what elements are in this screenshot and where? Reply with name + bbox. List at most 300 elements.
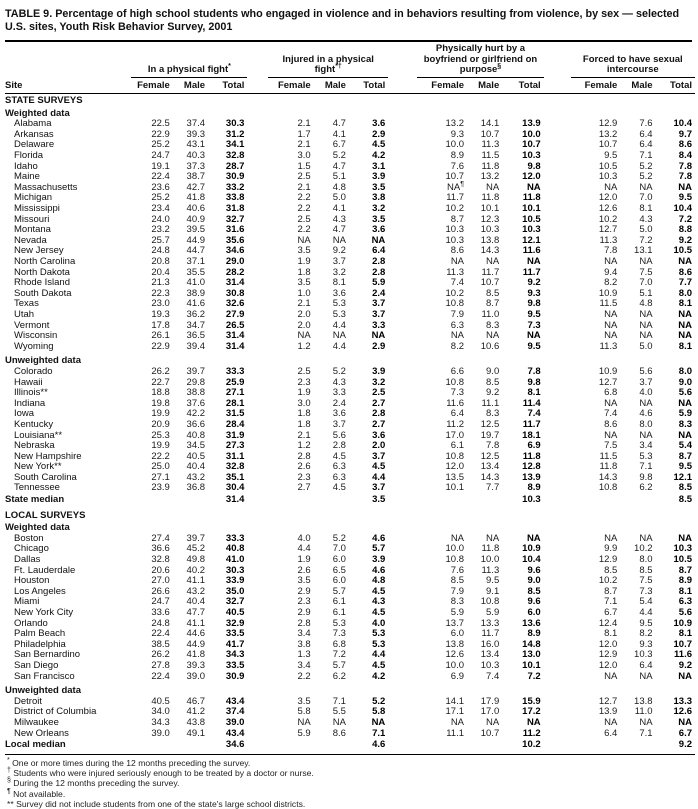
value-cell: 13.8 [445,638,465,650]
value-cell: 11.1 [481,397,500,409]
sub-row [5,682,695,697]
value-cell: 28.7 [225,160,245,172]
table-row [5,431,695,442]
value-cell: 7.8 [486,440,500,452]
value-cell: 5.7 [372,543,386,555]
value-cell: 18.8 [151,387,170,399]
site-label: Delaware [14,139,55,151]
table-row [5,140,695,151]
value-cell: 22.4 [151,670,170,682]
table-row [5,452,695,463]
value-cell: 6.7 [332,139,346,151]
value-cell: 7.0 [639,192,653,204]
value-cell: 3.2 [372,376,386,388]
value-cell: 41.1 [186,617,206,629]
value-cell: 2.1 [297,139,311,151]
site-label: Louisiana** [14,429,63,441]
value-cell: 34.3 [225,649,245,661]
value-cell: 1.5 [297,160,311,172]
value-cell: 3.4 [639,440,653,452]
value-cell: 12.5 [480,450,500,462]
value-cell: NA [678,429,692,441]
value-cell: NA [639,670,653,682]
value-cell: 14.1 [445,695,465,707]
value-cell: 5.2 [372,695,386,707]
value-cell: 6.0 [332,554,346,566]
value-cell: NA [486,181,500,193]
data-table [5,44,695,752]
value-cell: 41.1 [186,575,206,587]
value-cell: NA [639,429,653,441]
value-cell: 9.6 [527,564,541,576]
value-cell: 7.5 [639,266,653,278]
value-cell: 5.9 [372,277,386,289]
value-cell: 15.9 [522,695,541,707]
value-cell: 2.8 [372,256,386,267]
value-cell: 3.5 [372,181,386,193]
value-cell: 1.3 [297,649,311,661]
value-cell: 10.3 [522,494,541,506]
value-cell: 5.3 [332,617,346,629]
site-label: Utah [14,308,35,320]
value-cell: 10.9 [522,543,541,555]
value-cell: 30.9 [225,171,245,183]
value-cell: 10.2 [445,203,465,215]
value-cell: 3.7 [332,418,346,430]
value-cell: 2.9 [372,128,386,140]
value-cell: 10.8 [598,482,618,494]
value-cell: 31.4 [225,277,245,289]
value-cell: 39.0 [186,670,206,682]
value-cell: 9.3 [450,128,465,140]
value-cell: 10.9 [598,365,618,377]
value-cell: 1.9 [297,387,311,399]
table-row [5,534,695,545]
value-cell: 41.7 [225,638,245,650]
value-cell [268,739,314,752]
site-label: Milwaukee [14,716,59,728]
value-cell: 6.4 [639,128,653,140]
value-cell: 20.9 [151,418,170,430]
footnotes [5,755,692,809]
value-cell [467,494,502,507]
value-cell: 40.5 [151,695,170,707]
value-cell: 37.1 [186,256,206,267]
value-cell: NA [604,670,618,682]
value-cell: NA [639,330,653,342]
value-cell: 13.2 [598,128,618,140]
value-cell: 11.2 [522,727,541,739]
value-cell: 6.9 [450,670,465,682]
table-row [5,650,695,661]
value-cell: 26.1 [151,330,170,342]
value-cell: 26.6 [151,585,170,597]
site-label: Rhode Island [14,277,70,289]
table-row [5,420,695,431]
value-cell: 2.5 [297,213,311,225]
value-cell: 17.8 [151,319,170,331]
value-cell: 39.3 [186,659,206,671]
value-cell: 7.2 [527,670,541,682]
table-row [5,151,695,162]
value-cell: 14.3 [480,245,500,257]
site-label: New York City [14,607,74,618]
value-cell: 6.8 [332,638,346,650]
value-cell: NA [332,716,346,728]
value-cell: 11.7 [481,266,500,278]
footnote: ** Survey did not include students from one of the state's large school districts. [7,798,306,809]
value-cell: 4.4 [297,543,311,555]
value-cell: 31.2 [225,128,245,140]
value-cell: 1.2 [297,340,311,352]
value-cell: 4.8 [332,181,346,193]
value-cell: NA [526,256,541,267]
site-label: Maine [14,171,40,183]
value-cell: 27.8 [151,659,170,671]
value-cell: 20.6 [151,564,170,576]
value-cell: 43.8 [186,716,206,728]
value-cell: 11.0 [634,706,653,718]
value-cell: 21.3 [151,277,170,289]
value-cell: 7.3 [639,585,653,597]
value-cell: 40.8 [225,543,245,555]
site-label: Los Angeles [14,585,66,597]
value-cell: 25.2 [151,192,170,204]
value-cell: 37.4 [186,118,206,130]
value-cell: 7.3 [527,319,541,331]
value-cell: 8.2 [639,628,653,640]
value-cell: 5.3 [372,638,386,650]
value-cell: 2.3 [297,596,311,608]
value-cell: 40.8 [186,429,206,441]
value-cell: 10.0 [522,128,541,140]
table-row [5,236,695,247]
value-cell: 42.2 [186,408,206,420]
value-cell: 4.8 [639,298,653,310]
value-cell: 5.6 [678,387,692,399]
value-cell: 22.2 [151,450,170,462]
value-cell: 10.3 [673,543,692,555]
value-cell: 8.6 [450,245,465,257]
value-cell [571,739,621,752]
value-cell: 11.3 [481,564,500,576]
value-cell: 2.9 [297,607,311,618]
value-cell: 34.5 [186,440,206,452]
value-cell: NA [486,716,500,728]
value-cell: 10.7 [480,727,500,739]
value-cell: 25.3 [151,429,170,441]
value-cell: 30.8 [225,287,245,299]
value-cell: 6.4 [450,408,465,420]
value-cell: 4.5 [332,450,346,462]
value-cell: 6.3 [332,471,346,483]
value-cell: 14.8 [522,638,541,650]
value-cell: 8.3 [486,319,500,331]
value-cell: 32.6 [225,298,245,310]
value-cell: NA [486,256,500,267]
section-label: STATE SURVEYS [5,95,83,107]
value-cell: 43.4 [225,695,245,707]
value-cell: 35.6 [225,234,245,246]
value-cell: 23.9 [151,482,170,494]
value-cell: 11.3 [481,139,500,151]
value-cell: NA [678,670,692,682]
value-cell: 5.2 [332,532,346,544]
value-cell: 2.2 [297,203,311,215]
value-cell: 33.5 [225,659,245,671]
value-cell: 2.3 [297,376,311,388]
table-row [5,119,695,130]
value-cell: NA [678,330,692,342]
value-cell: 6.1 [332,596,346,608]
value-cell: 5.0 [639,224,653,236]
value-cell: 44.7 [186,245,206,257]
value-cell: 2.8 [372,266,386,278]
value-cell: 1.9 [297,256,311,267]
value-cell: 10.8 [445,376,465,388]
value-cell: 40.2 [186,564,206,576]
value-cell: 19.8 [151,397,170,409]
value-cell: 4.0 [639,387,653,399]
value-cell: 4.8 [372,575,386,587]
value-cell: 25.0 [151,461,170,473]
site-label: Philadelphia [14,638,66,650]
table-row [5,640,695,651]
value-cell: 45.2 [186,543,206,555]
value-cell: 4.4 [332,319,346,331]
value-cell: 34.7 [186,319,206,331]
site-label: Illinois** [14,387,48,399]
table-row [5,215,695,226]
value-cell [173,494,208,507]
value-cell: 29.8 [186,376,206,388]
value-cell: 2.5 [297,171,311,183]
value-cell: 10.0 [445,139,465,151]
value-cell: 3.7 [372,308,386,320]
value-cell: 12.3 [480,213,500,225]
value-cell: 10.7 [673,638,692,650]
value-cell: 31.8 [225,203,245,215]
value-cell: 9.0 [678,376,692,388]
site-label: Orlando [14,617,48,629]
col-male: Male [173,77,208,94]
value-cell: 3.6 [372,118,386,130]
value-cell: 3.6 [332,408,346,420]
value-cell: 43.4 [225,727,245,739]
table-row [5,172,695,183]
value-cell: 10.1 [522,203,541,215]
value-cell: 4.2 [372,150,386,162]
value-cell: 7.8 [678,171,692,183]
value-cell: 11.3 [599,340,618,352]
value-cell: 2.6 [297,461,311,473]
site-header-spacer [5,44,131,77]
value-cell: 25.7 [151,234,170,246]
value-cell: 44.6 [186,628,206,640]
value-cell: 2.2 [297,192,311,204]
value-cell: 39.7 [186,365,206,377]
value-cell: 41.0 [186,277,206,289]
value-cell: 4.1 [332,128,346,140]
value-cell: 9.2 [527,277,541,289]
site-label: Michigan [14,192,53,204]
value-cell: 10.3 [598,171,618,183]
value-cell: NA [678,716,692,728]
value-cell: NA [486,532,500,544]
site-label: San Francisco [14,670,75,682]
value-cell: NA [297,716,311,728]
value-cell: 6.3 [332,461,346,473]
value-cell: NA [639,397,653,409]
value-cell: NA [604,330,618,342]
value-cell: 8.7 [678,564,692,576]
table-row [5,310,695,321]
section-label: LOCAL SURVEYS [5,509,86,521]
value-cell: 10.3 [634,649,653,661]
value-cell: 2.3 [297,471,311,483]
value-cell: 40.5 [225,607,245,618]
value-cell: 43.2 [186,585,206,597]
value-cell: 11.8 [599,461,618,473]
value-cell: 11.7 [481,628,500,640]
value-cell: 7.1 [332,695,346,707]
value-cell: 3.4 [297,628,311,640]
value-cell: 10.9 [598,287,618,299]
value-cell: 12.7 [598,224,618,236]
value-cell: 31.4 [225,330,245,342]
table-body [5,94,695,752]
value-cell: 10.8 [445,554,465,566]
value-cell: 6.1 [450,440,465,452]
value-cell: 5.1 [332,171,346,183]
value-cell: 25.9 [225,376,245,388]
value-cell: 3.3 [372,319,386,331]
sub-row [5,521,695,534]
table-row [5,299,695,310]
value-cell: 33.3 [225,532,245,544]
value-cell: 31.6 [225,224,245,236]
value-cell: NA [604,397,618,409]
col-female: Female [131,77,172,94]
value-cell: 33.5 [225,628,245,640]
value-cell: 5.7 [332,585,346,597]
value-cell: 2.0 [297,308,311,320]
value-cell: 2.8 [372,408,386,420]
value-cell: 20.4 [151,266,170,278]
value-cell: 10.0 [445,543,465,555]
table-row [5,268,695,279]
value-cell: NA [526,532,541,544]
value-cell: NA [526,716,541,728]
value-cell: 10.2 [598,575,618,587]
value-cell: 7.8 [604,245,618,257]
value-cell: 2.8 [297,617,311,629]
value-cell: 5.3 [332,298,346,310]
value-cell: 6.4 [639,139,653,151]
col-total: Total [208,77,247,94]
value-cell: 9.8 [639,471,653,483]
value-cell: 3.3 [332,387,346,399]
value-cell: 14.1 [480,118,500,130]
site-label: New York** [14,461,62,473]
table-row [5,342,695,353]
median-row [5,739,695,752]
value-cell: 13.9 [522,471,541,483]
value-cell: 4.1 [332,203,346,215]
value-cell: 11.8 [481,543,500,555]
value-cell: 30.9 [225,670,245,682]
value-cell: 5.9 [678,408,692,420]
value-cell: 4.3 [639,213,653,225]
value-cell: 30.3 [225,564,245,576]
col-male: Male [314,77,349,94]
value-cell: 25.2 [151,139,170,151]
value-cell: 5.5 [332,706,346,718]
value-cell: 31.5 [225,408,245,420]
value-cell: 6.7 [678,727,692,739]
table-row [5,462,695,473]
value-cell: 10.6 [480,340,500,352]
value-cell: 7.1 [372,727,386,739]
value-cell: 6.7 [604,607,618,618]
value-cell: 1.8 [297,408,311,420]
value-cell: 9.5 [639,617,653,629]
value-cell: 42.7 [186,181,206,193]
value-cell: 4.7 [332,160,346,172]
table-row [5,331,695,342]
value-cell: 49.8 [186,554,206,566]
value-cell: 3.9 [372,365,386,377]
value-cell: 9.2 [678,234,692,246]
value-cell: 13.6 [522,617,541,629]
value-cell: 11.6 [446,397,465,409]
value-cell: 36.8 [186,482,206,494]
value-cell: 2.8 [297,450,311,462]
value-cell: 4.6 [372,739,386,751]
site-label: Dallas [14,554,41,566]
value-cell: 7.5 [639,575,653,587]
value-cell: 5.0 [639,340,653,352]
table-row [5,225,695,236]
value-cell: 41.8 [186,649,206,661]
section-label: Unweighted data [5,355,82,367]
value-cell: NA [678,397,692,409]
value-cell: 7.9 [450,308,465,320]
value-cell: 6.4 [604,727,618,739]
value-cell: 14.3 [598,471,618,483]
col-total: Total [656,77,695,94]
value-cell: 3.7 [372,450,386,462]
value-cell: 7.8 [678,160,692,172]
value-cell: 12.0 [598,638,618,650]
value-cell [467,739,502,752]
table-row [5,707,695,718]
value-cell: 20.8 [151,256,170,267]
value-cell: 40.4 [186,461,206,473]
value-cell [417,494,467,507]
value-cell: NA [639,532,653,544]
value-cell: NA [639,256,653,267]
value-cell: 2.7 [297,482,311,494]
value-cell [131,739,172,752]
value-cell: 7.7 [678,277,692,289]
value-cell [417,739,467,752]
site-label: San Diego [14,659,59,671]
value-cell: NA¶ [447,180,465,193]
section-label: Unweighted data [5,685,82,697]
value-cell: 3.5 [297,695,311,707]
value-cell: 46.7 [186,695,206,707]
